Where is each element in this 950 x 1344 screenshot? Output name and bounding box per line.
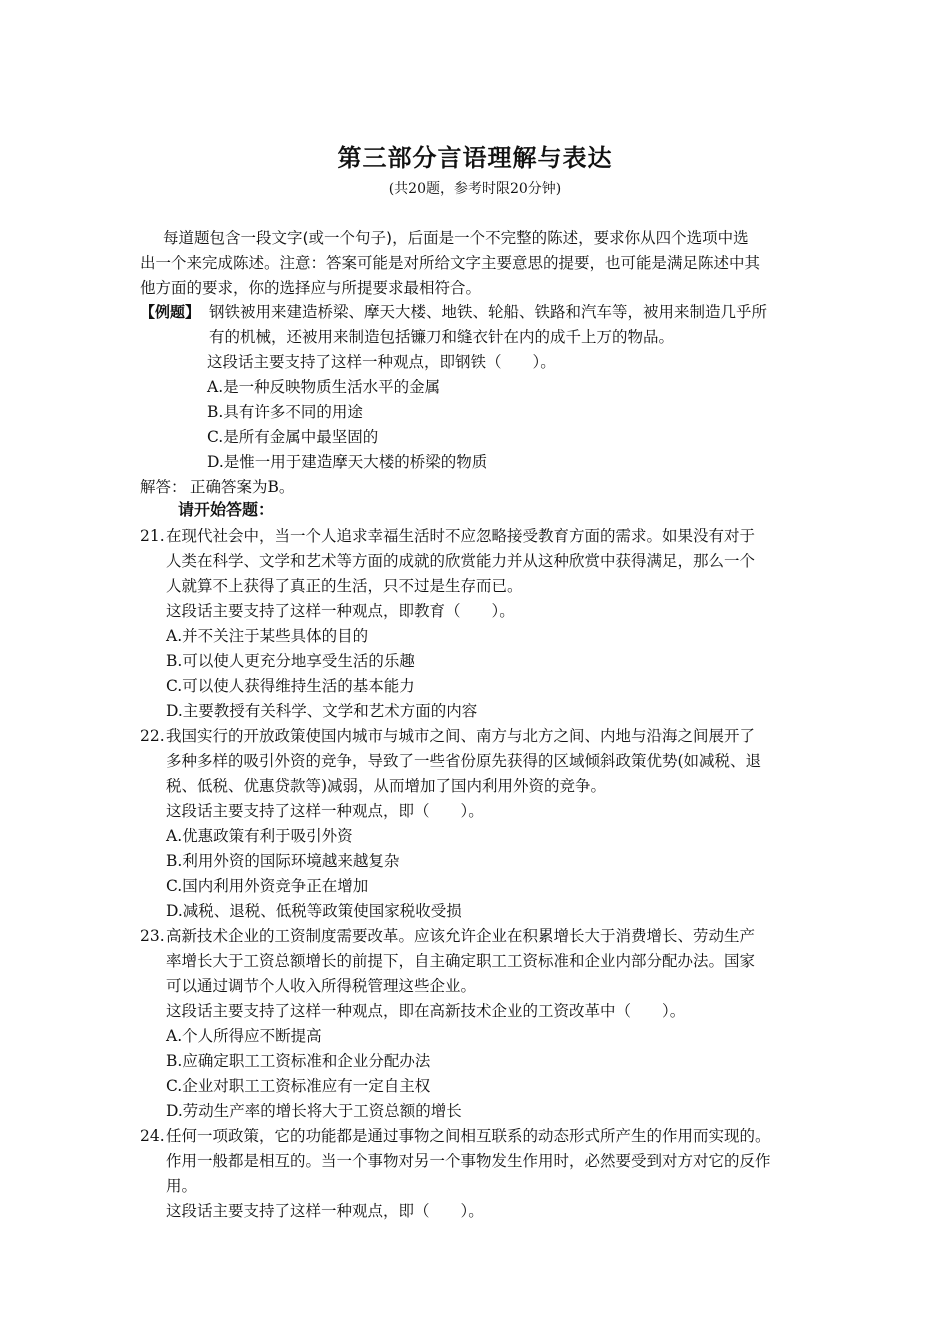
question-text-line: 我国实行的开放政策使国内城市与城市之间、南方与北方之间、内地与沿海之间展开了 (166, 727, 756, 745)
question-text-line: 人就算不上获得了真正的生活，只不过是生存而已。 (166, 577, 523, 595)
section-title: 第三部分言语理解与表达 (337, 144, 613, 172)
question-text-line: 在现代社会中，当一个人追求幸福生活时不应忽略接受教育方面的需求。如果没有对于 (166, 527, 756, 545)
question-option-b: B.可以使人更充分地享受生活的乐趣 (166, 652, 415, 670)
question-text-line: 多种多样的吸引外资的竞争，导致了一些省份原先获得的区域倾斜政策优势(如减税、退 (166, 752, 762, 770)
example-text-line: 钢铁被用来建造桥梁、摩天大楼、地铁、轮船、铁路和汽车等，被用来制造几乎所 (209, 303, 768, 321)
intro-line: 出一个来完成陈述。注意：答案可能是对所给文字主要意思的提要，也可能是满足陈述中其 (140, 254, 761, 272)
example-answer-text: 正确答案为B。 (190, 478, 295, 496)
question-number: 21. (140, 527, 165, 545)
example-option-c: C.是所有金属中最坚固的 (207, 428, 379, 446)
intro-line: 他方面的要求，你的选择应与所提要求最相符合。 (140, 279, 482, 297)
question-number: 24. (140, 1127, 165, 1145)
question-stem: 这段话主要支持了这样一种观点，即在高新技术企业的工资改革中（ ）。 (166, 1002, 686, 1020)
example-stem: 这段话主要支持了这样一种观点，即钢铁（ ）。 (207, 353, 556, 371)
question-option-a: A.个人所得应不断提高 (166, 1027, 322, 1045)
question-number: 22. (140, 727, 165, 745)
question-text-line: 作用一般都是相互的。当一个事物对另一个事物发生作用时，必然要受到对方对它的反作 (166, 1152, 771, 1170)
example-option-b: B.具有许多不同的用途 (207, 403, 363, 421)
example-text-line: 有的机械，还被用来制造包括镰刀和缝衣针在内的成千上万的物品。 (209, 328, 675, 346)
question-option-d: D.主要教授有关科学、文学和艺术方面的内容 (166, 702, 478, 720)
question-option-a: A.优惠政策有利于吸引外资 (166, 827, 353, 845)
question-text-line: 可以通过调节个人收入所得税管理这些企业。 (166, 977, 477, 995)
question-option-a: A.并不关注于某些具体的目的 (166, 627, 369, 645)
question-text-line: 任何一项政策，它的功能都是通过事物之间相互联系的动态形式所产生的作用而实现的。 (166, 1127, 771, 1145)
section-subtitle: (共20题，参考时限20分钟) (388, 181, 562, 197)
question-text-line: 人类在科学、文学和艺术等方面的成就的欣赏能力并从这种欣赏中获得满足，那么一个 (166, 552, 756, 570)
example-option-a: A.是一种反映物质生活水平的金属 (207, 378, 441, 396)
question-text-line: 税、低税、优惠贷款等)减弱，从而增加了国内利用外资的竞争。 (166, 777, 607, 795)
question-option-d: D.劳动生产率的增长将大于工资总额的增长 (166, 1102, 462, 1120)
question-option-b: B.利用外资的国际环境越来越复杂 (166, 852, 400, 870)
question-option-c: C.企业对职工工资标准应有一定自主权 (166, 1077, 431, 1095)
question-stem: 这段话主要支持了这样一种观点，即（ ）。 (166, 802, 484, 820)
start-label: 请开始答题： (178, 500, 275, 519)
question-number: 23. (140, 927, 165, 945)
example-answer-label: 解答： (140, 478, 187, 496)
example-tag: 【例题】 (140, 303, 201, 321)
question-text-line: 用。 (166, 1177, 198, 1195)
question-text-line: 率增长大于工资总额增长的前提下，自主确定职工工资标准和企业内部分配办法。国家 (166, 952, 756, 970)
question-text-line: 高新技术企业的工资制度需要改革。应该允许企业在积累增长大于消费增长、劳动生产 (166, 927, 756, 945)
question-stem: 这段话主要支持了这样一种观点，即（ ）。 (166, 1202, 484, 1220)
question-stem: 这段话主要支持了这样一种观点，即教育（ ）。 (166, 602, 515, 620)
question-option-c: C.国内利用外资竞争正在增加 (166, 877, 369, 895)
question-option-b: B.应确定职工工资标准和企业分配办法 (166, 1052, 431, 1070)
question-option-d: D.减税、退税、低税等政策使国家税收受损 (166, 902, 462, 920)
intro-line: 每道题包含一段文字(或一个句子)，后面是一个不完整的陈述，要求你从四个选项中选 (163, 229, 749, 247)
question-option-c: C.可以使人获得维持生活的基本能力 (166, 677, 415, 695)
example-option-d: D.是惟一用于建造摩天大楼的桥梁的物质 (207, 453, 488, 471)
